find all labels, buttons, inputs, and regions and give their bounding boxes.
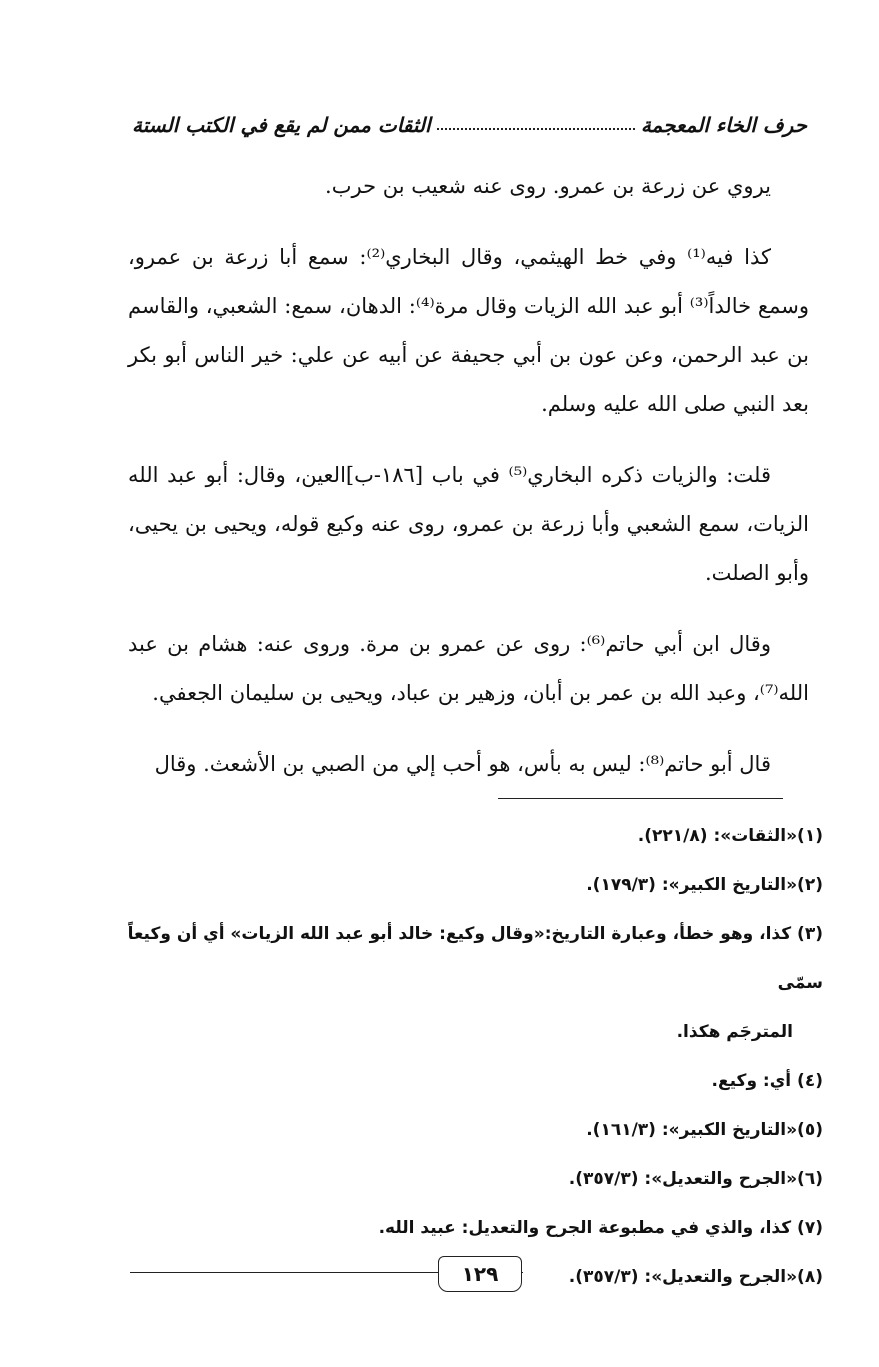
footnote: (١)«الثقات»: (٢٢١/٨). <box>637 826 823 846</box>
footnote: (٧) كذا، والذي في مطبوعة الجرح والتعديل: عبيد الله. <box>378 1218 823 1238</box>
paragraph: وقال ابن أبي حاتم⁽⁶⁾: روى عن عمرو بن مرة. وروى عنه: هشام بن عبد الله⁽⁷⁾، وعبد الله بن عمر بن أبان، وزهير بن عباد، ويحيى بن سليمان الجعفي. <box>128 632 809 705</box>
paragraph: كذا فيه⁽¹⁾ وفي خط الهيثمي، وقال البخاري⁽²⁾: سمع أبا زرعة بن عمرو، وسمع خالداً⁽³⁾ أبو عبد الله الزيات وقال مرة⁽⁴⁾: الدهان، سمع: الشعبي، والقاسم بن عبد الرحمن، وعن عون بن أبي جحيفة عن أبيه عن علي: خير الناس أبو بكر بعد النبي صلى الله عليه وسلم. <box>128 245 809 416</box>
footnote-text: (٣) كذا، وهو خطأ، وعبارة التاريخ:«وقال وكيع: خالد أبو عبد الله الزيات» أي أن وكيعاً سمّى <box>127 924 823 993</box>
footnote: (٦)«الجرح والتعديل»: (٣٥٧/٣). <box>568 1169 823 1189</box>
footnote: (٨)«الجرح والتعديل»: (٣٥٧/٣). <box>568 1267 823 1287</box>
footnote-continuation: المترجَم هكذا. <box>676 1022 793 1042</box>
header-dot-leader <box>437 128 635 130</box>
footnote: (٢)«التاريخ الكبير»: (١٧٩/٣). <box>586 875 823 895</box>
paragraph: قال أبو حاتم⁽⁸⁾: ليس به بأس، هو أحب إلي من الصبي بن الأشعث. وقال <box>154 752 771 776</box>
footnote: (٥)«التاريخ الكبير»: (١٦١/٣). <box>586 1120 823 1140</box>
footnotes <box>96 812 823 1302</box>
paragraph: قلت: والزيات ذكره البخاري⁽⁵⁾ في باب [١٨٦-ب]العين، وقال: أبو عبد الله الزيات، سمع الشعبي وأبا زرعة بن عمرو، روى عنه وكيع قوله، ويحيى بن يحيى، وأبو الصلت. <box>128 463 809 585</box>
paragraph: يروي عن زرعة بن عمرو. روى عنه شعيب بن حرب. <box>325 174 771 198</box>
footnote: (٤) أي: وكيع. <box>711 1071 823 1091</box>
footnote <box>96 910 823 1057</box>
page-number: ١٢٩ <box>438 1256 522 1292</box>
header-chapter-title: حرف الخاء المعجمة <box>640 113 807 137</box>
running-header <box>132 102 807 148</box>
main-text <box>128 162 809 811</box>
footnote-separator <box>498 798 783 799</box>
header-book-title: الثقات ممن لم يقع في الكتب الستة <box>132 113 431 137</box>
footer-rule <box>130 1272 430 1273</box>
